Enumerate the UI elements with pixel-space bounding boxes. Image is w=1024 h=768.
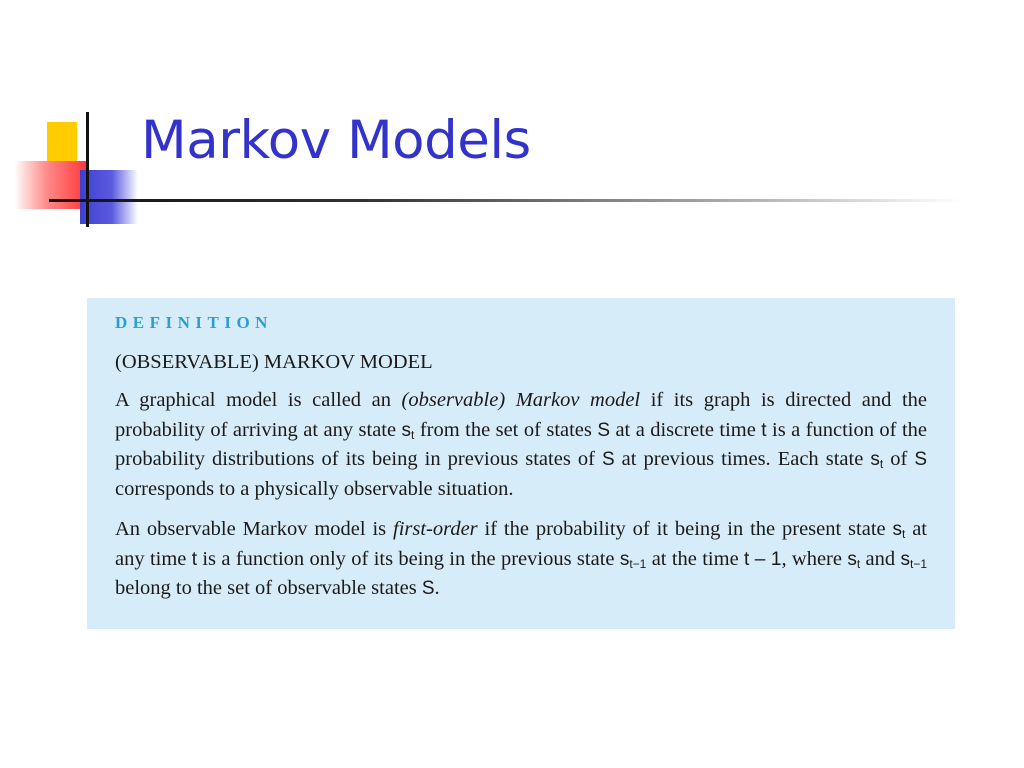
vertical-rule: [86, 112, 89, 227]
definition-paragraph-2: An observable Markov model is first-order if the probability of it being in the present state $s_t$ at any time t is a function only of its being in the previous state $s_{t-1}$ at the time t – 1, where $s_t$ and $s_{t-1}$ belong to the set of observable states S.: [115, 518, 928, 599]
slide-title: Markov Models: [141, 110, 531, 171]
definition-label: DEFINITION: [115, 313, 273, 332]
definition-paragraph-1: A graphical model is called an (observable) Markov model if its graph is directed and the probability of arriving at any state $s_t$ from the set of states S at a discrete time t is a function of the probability distributions of its being in previous states of S at previous times. Each state $s_t$ of S corresponds to a physically observable situation.: [115, 389, 928, 500]
title-underline: [49, 199, 964, 202]
definition-box: [87, 298, 955, 629]
definition-heading: (OBSERVABLE) MARKOV MODEL: [115, 351, 433, 373]
